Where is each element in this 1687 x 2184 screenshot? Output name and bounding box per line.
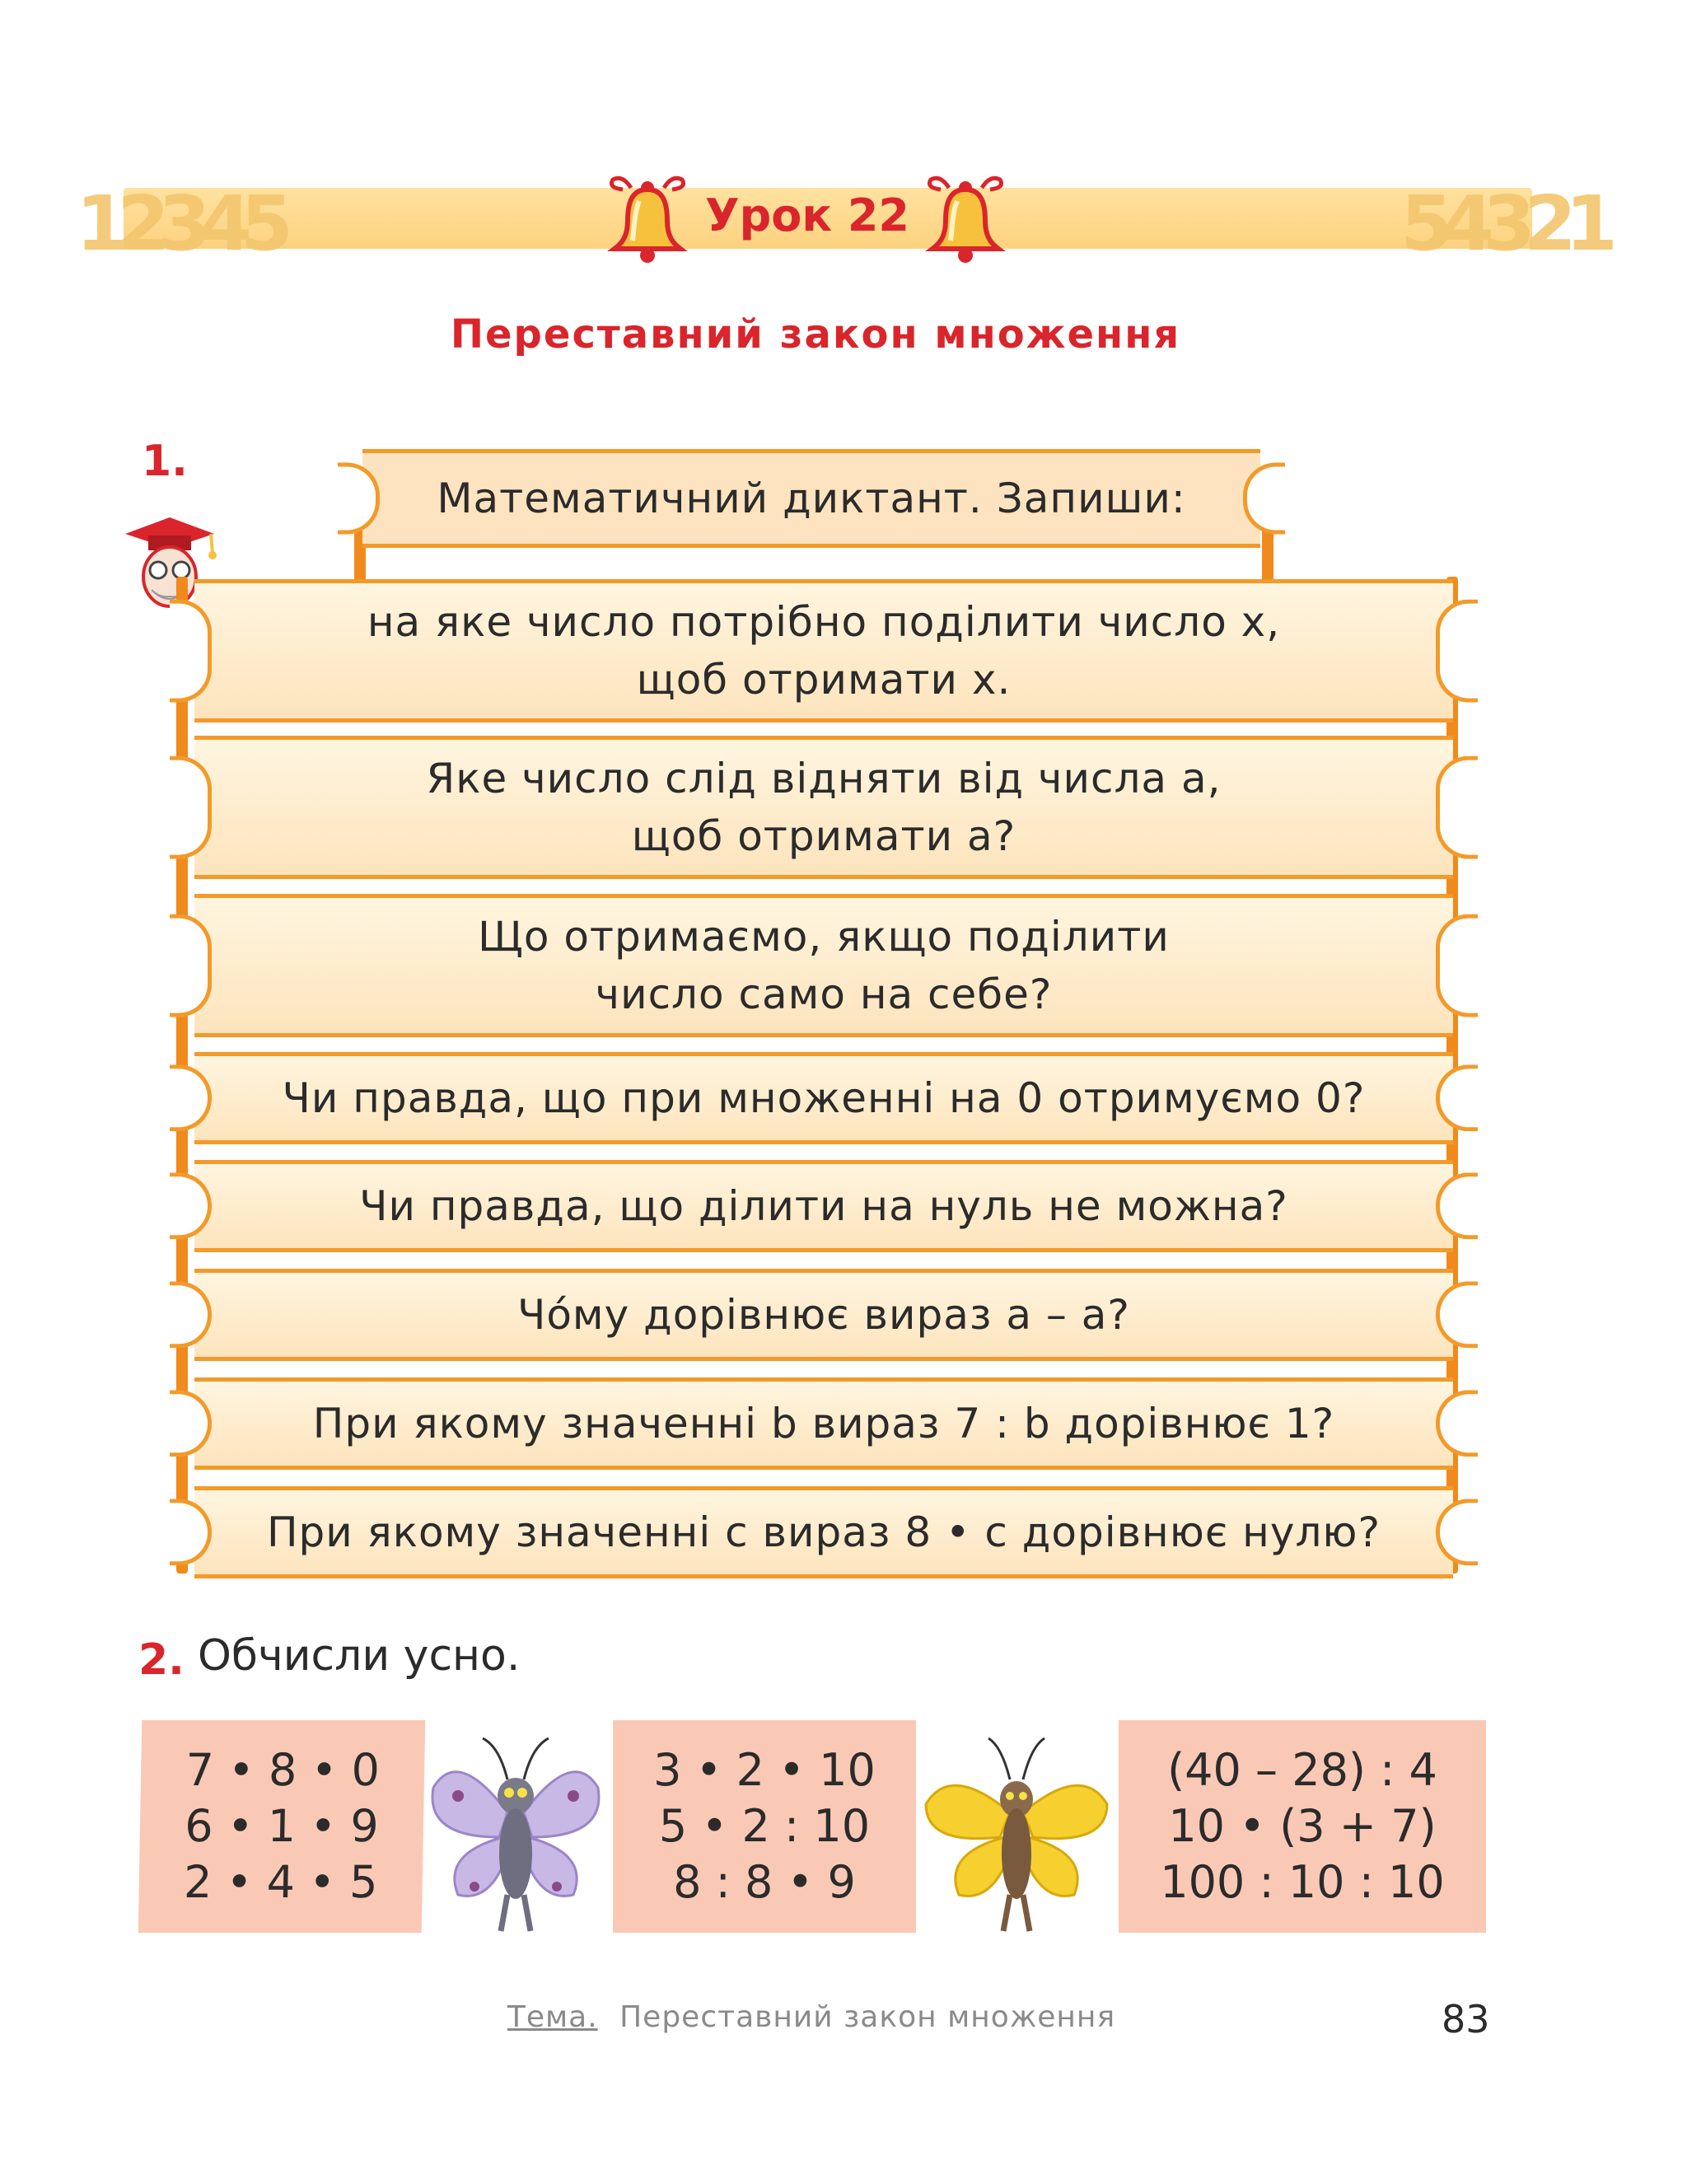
decorative-numbers-left: 12345 xyxy=(76,180,283,268)
question-plank xyxy=(194,736,1453,879)
bell-icon xyxy=(924,171,1007,264)
task-number: 1. xyxy=(142,437,188,486)
expression-card xyxy=(1119,1720,1486,1933)
question-plank xyxy=(194,894,1453,1037)
footer-label: Тема. xyxy=(507,2000,598,2034)
task-instruction: Обчисли усно. xyxy=(198,1631,521,1681)
question-line: Яке число слід відняти від числа a, xyxy=(426,755,1222,802)
question-plank xyxy=(194,1269,1453,1361)
dictation-heading: Математичний диктант. Запиши: xyxy=(437,475,1186,522)
question-line: Що отримаємо, якщо поділити xyxy=(478,913,1170,961)
question-plank xyxy=(194,579,1453,723)
expression: 6 • 1 • 9 xyxy=(184,1800,380,1852)
question-line: щоб отримати a? xyxy=(631,812,1016,860)
expression-card xyxy=(613,1720,916,1933)
expression: 3 • 2 • 10 xyxy=(653,1744,876,1796)
expression: 2 • 4 • 5 xyxy=(183,1856,379,1908)
question-line: Чи правда, що при множенні на 0 отримуємо 0? xyxy=(282,1074,1366,1122)
question-line: Чо́му дорівнює вираз a – a? xyxy=(517,1291,1130,1339)
bell-icon xyxy=(606,171,689,264)
yellow-butterfly-illustration xyxy=(918,1730,1115,1936)
expression: (40 – 28) : 4 xyxy=(1167,1744,1437,1796)
question-line: щоб отримати x. xyxy=(636,656,1012,704)
question-line: При якому значенні b вираз 7 : b дорівнює 1? xyxy=(312,1400,1335,1447)
expression: 7 • 8 • 0 xyxy=(185,1744,381,1796)
expression: 100 : 10 : 10 xyxy=(1160,1856,1445,1908)
purple-butterfly-illustration xyxy=(425,1730,606,1936)
question-line: на яке число потрібно поділити число x, xyxy=(367,598,1281,646)
dictation-heading-plank xyxy=(362,449,1260,548)
lesson-number: Урок 22 xyxy=(705,189,909,241)
expression: 5 • 2 : 10 xyxy=(658,1800,871,1852)
expression: 8 : 8 • 9 xyxy=(673,1856,856,1908)
page-title: Переставний закон множення xyxy=(450,311,1181,358)
expression-card xyxy=(138,1720,426,1933)
page-footer xyxy=(0,2000,1623,2034)
task-number: 2. xyxy=(138,1635,185,1685)
page-number: 83 xyxy=(1442,1997,1490,2041)
footer-topic: Переставний закон множення xyxy=(619,2000,1116,2034)
decorative-numbers-right: 54321 xyxy=(1400,180,1607,268)
question-line: число само на себе? xyxy=(595,970,1053,1018)
question-plank xyxy=(194,1052,1453,1144)
question-plank xyxy=(194,1160,1453,1252)
question-plank xyxy=(194,1377,1453,1470)
question-line: При якому значенні c вираз 8 • c дорівнює нулю? xyxy=(266,1508,1381,1556)
question-plank xyxy=(194,1486,1453,1578)
expression: 10 • (3 + 7) xyxy=(1168,1800,1437,1852)
question-line: Чи правда, що ділити на нуль не можна? xyxy=(359,1182,1288,1230)
